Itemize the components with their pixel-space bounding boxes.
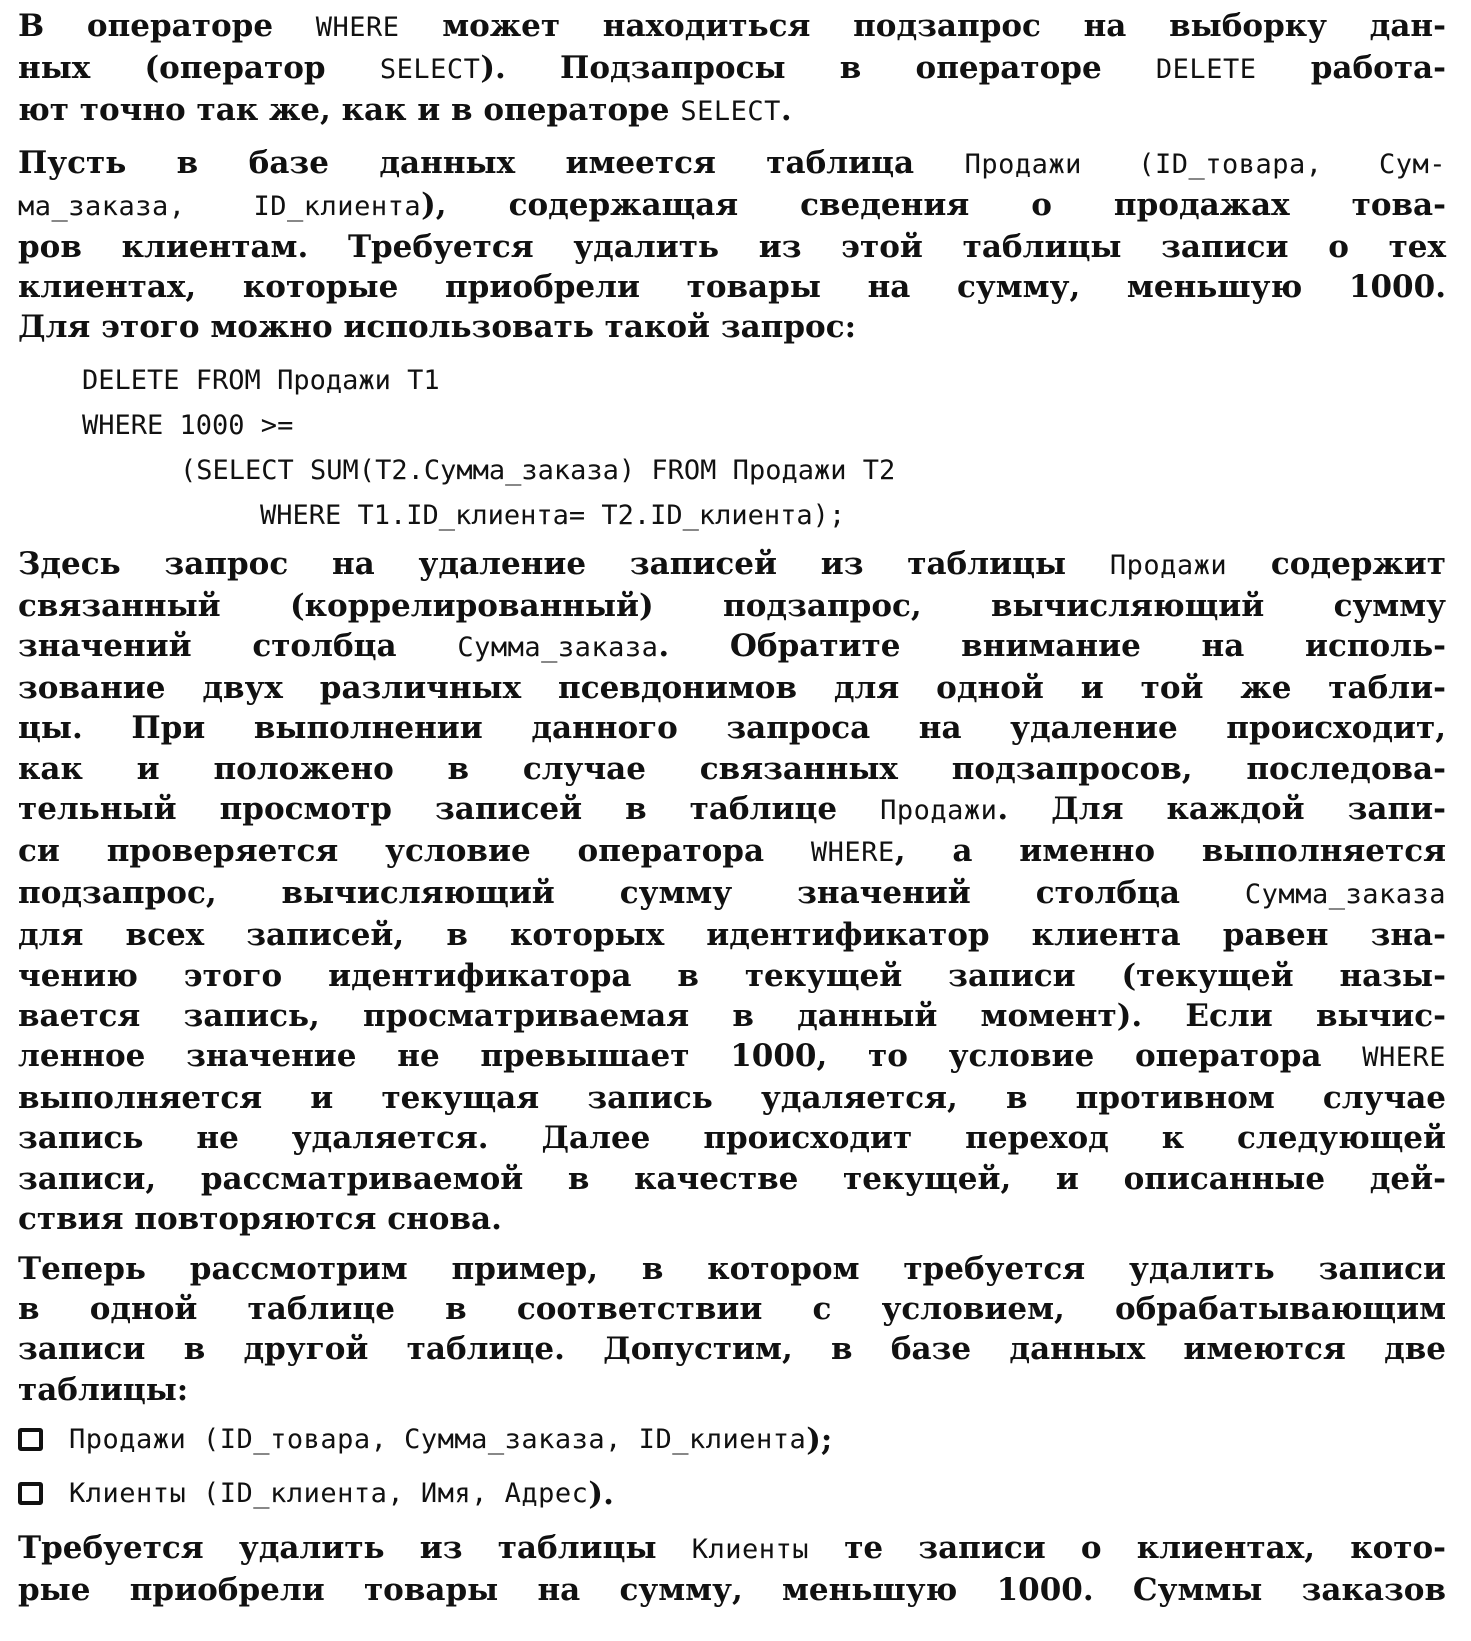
text-line: ствия повторяются снова. [18, 1200, 502, 1237]
text-line: выполняется и текущая запись удаляется, в противном случае [18, 1080, 1446, 1117]
code-identifier: Сумма_заказа [457, 632, 659, 664]
text-line: запись не удаляется. Далее происходит переход к следующей [18, 1120, 1446, 1157]
code-keyword: DELETE [1155, 54, 1257, 86]
code-line: (SELECT SUM(T2.Сумма_заказа) FROM Продажи T2 [180, 454, 896, 486]
text-line: клиентах, которые приобрели товары на сумму, меньшую 1000. [18, 269, 1446, 306]
paragraph-two-tables [18, 1249, 1446, 1410]
text-line: ют точно так же, как и в операторе SELECT. [18, 92, 792, 129]
text-line: записи в другой таблице. Допустим, в базе данных имеются две [18, 1331, 1446, 1368]
text-line: связанный (коррелированный) подзапрос, вычисляющий сумму [18, 587, 1446, 624]
text-line: рые приобрели товары на сумму, меньшую 1000. Суммы заказов [18, 1572, 1446, 1609]
code-keyword: SELECT [680, 96, 781, 128]
text-line: тельный просмотр записей в таблице Продажи. Для каждой запи- [18, 790, 1446, 827]
code-identifier: Сумма_заказа [1244, 879, 1446, 911]
text-line: цы. При выполнении данного запроса на удаление происходит, [18, 710, 1446, 747]
text-line: ных (оператор SELECT). Подзапросы в операторе DELETE работа- [18, 50, 1446, 87]
text-line: си проверяется условие оператора WHERE, а именно выполняется [18, 833, 1447, 870]
text-line: Теперь рассмотрим пример, в котором требуется удалить записи [18, 1251, 1446, 1288]
checkbox-bullet-icon [18, 1482, 43, 1505]
code-keyword: WHERE [315, 12, 400, 43]
paragraph-sales-table [18, 143, 1446, 348]
text-line: чению этого идентификатора в текущей записи (текущей назы- [18, 957, 1446, 994]
code-line: WHERE T1.ID_клиента= T2.ID_клиента); [260, 499, 846, 531]
code-identifier: Продажи [1109, 549, 1228, 581]
code-identifier: Клиенты (ID_клиента, Имя, Адрес [69, 1477, 589, 1509]
text-line: как и положено в случае связанных подзапросов, последова- [18, 750, 1446, 787]
text-line: Здесь запрос на удаление записей из таблицы Продажи содержит [18, 545, 1446, 582]
paragraph-delete-clients [18, 1528, 1446, 1610]
code-identifier: Клиенты [691, 1533, 810, 1565]
text-line: ров клиентам. Требуется удалить из этой таблицы записи о тех [18, 229, 1446, 266]
sql-code-block [18, 358, 1446, 538]
list-item: Продажи (ID_товара, Сумма_заказа, ID_клиента ); [18, 1420, 1446, 1460]
text-line: Требуется удалить из таблицы Клиенты те записи о клиентах, кото- [18, 1529, 1447, 1566]
code-identifier: Продажи (ID_товара, Сум- [964, 148, 1446, 180]
code-keyword: WHERE [810, 837, 895, 869]
text-line: в одной таблице в соответствии с условием, обрабатывающим [18, 1291, 1446, 1328]
code-identifier: Продажи (ID_товара, Сумма_заказа, ID_клиента [69, 1423, 807, 1455]
text-line: подзапрос, вычисляющий сумму значений столбца Сумма_заказа [18, 875, 1446, 912]
text-line: В операторе WHERE может находиться подзапрос на выборку дан- [18, 8, 1446, 44]
list-item: Клиенты (ID_клиента, Имя, Адрес ). [18, 1474, 1446, 1514]
code-identifier: Продажи [880, 794, 998, 826]
document-page [18, 6, 1446, 1620]
code-identifier: ма_заказа, ID_клиента [18, 190, 422, 222]
text-line: Для этого можно использовать такой запрос: [18, 309, 857, 346]
paragraph-correlated-subquery [18, 544, 1446, 1239]
text-line: ма_заказа, ID_клиента), содержащая сведения о продажах това- [18, 186, 1446, 223]
paragraph-where-subquery [18, 6, 1446, 133]
code-line: WHERE 1000 >= [82, 409, 294, 441]
text-line: значений столбца Сумма_заказа. Обратите внимание на исполь- [18, 628, 1446, 665]
text-line: зование двух различных псевдонимов для одной и той же табли- [18, 670, 1446, 707]
text-line: вается запись, просматриваемая в данный момент). Если вычис- [18, 997, 1446, 1034]
checkbox-bullet-icon [18, 1428, 43, 1451]
code-keyword: WHERE [1362, 1042, 1446, 1074]
text-line: Пусть в базе данных имеется таблица Продажи (ID_товара, Сум- [18, 144, 1446, 181]
text-line: таблицы: [18, 1371, 189, 1408]
code-keyword: SELECT [379, 54, 481, 86]
text-line: для всех записей, в которых идентификатор клиента равен зна- [18, 917, 1446, 954]
text-line: ленное значение не превышает 1000, то условие оператора WHERE [18, 1038, 1446, 1075]
text-line: записи, рассматриваемой в качестве текущей, и описанные дей- [18, 1160, 1446, 1197]
code-line: DELETE FROM Продажи T1 [82, 364, 440, 396]
